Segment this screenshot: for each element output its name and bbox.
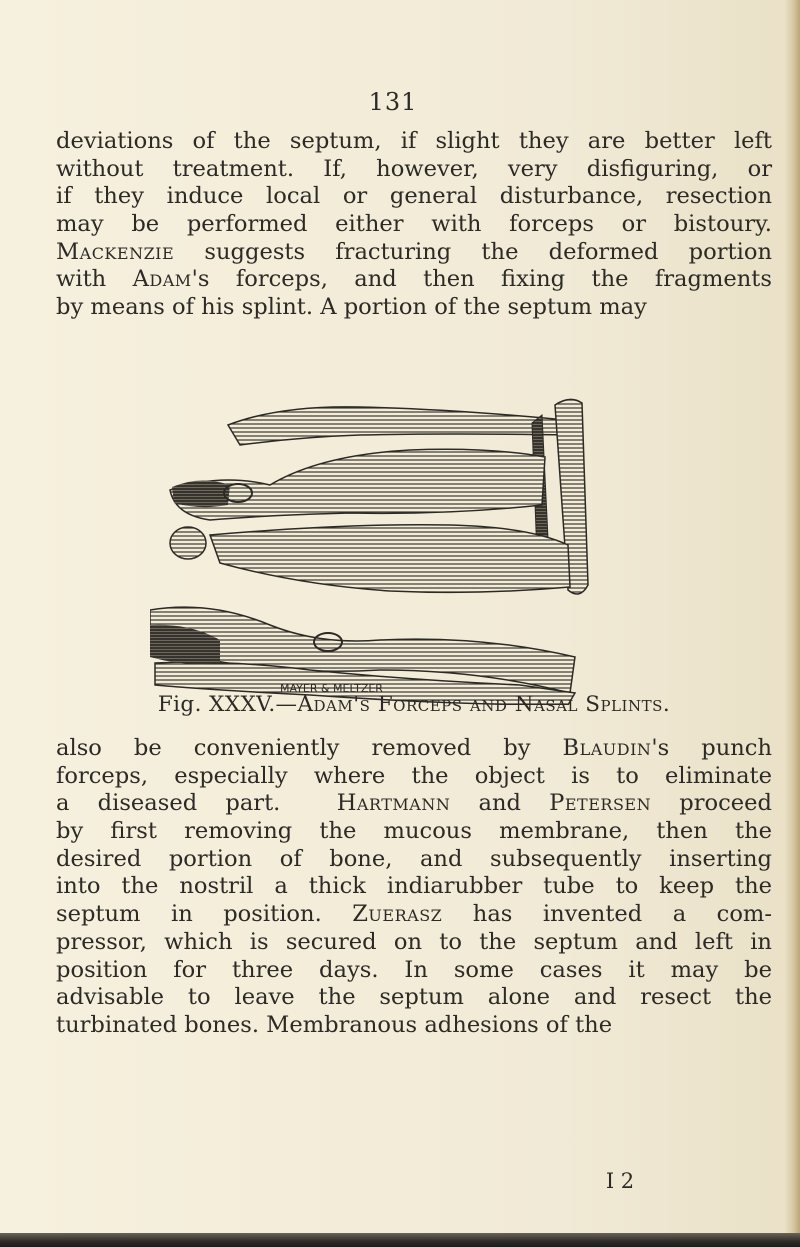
page-number: 131 <box>368 88 418 116</box>
text-line: position for three days. In some cases it may be <box>56 956 772 983</box>
author-name: Hartmann <box>336 790 451 817</box>
engraver-mark: MAYER & MELTZER <box>280 682 383 695</box>
text-line: septum in position. Zuerasz has invented a com- <box>56 901 772 928</box>
text-line: by means of his splint. A portion of the septum may <box>56 294 647 321</box>
text-line: advisable to leave the septum alone and resect the <box>56 984 772 1011</box>
forceps-drawing <box>150 395 620 705</box>
text-line: by first removing the mucous membrane, then the <box>56 818 772 845</box>
text-line: may be performed either with forceps or bistoury. <box>56 211 772 238</box>
figure-title: Adam's Forceps and Nasal Splints. <box>297 692 671 717</box>
figure-label: Fig. XXXV.— <box>157 692 298 717</box>
paragraph-bottom <box>56 735 772 1040</box>
text-line: if they induce local or general disturbance, resection <box>56 183 772 210</box>
author-name: Adam <box>132 266 192 293</box>
middle-splint <box>170 449 570 592</box>
text-line: into the nostril a thick indiarubber tube to keep the <box>56 873 772 900</box>
text-line: also be conveniently removed by Blaudin's punch <box>56 735 773 761</box>
text-line: without treatment. If, however, very disfiguring, or <box>56 155 772 182</box>
figure-caption <box>56 692 772 717</box>
text-line: desired portion of bone, and subsequently inserting <box>56 845 772 872</box>
text-line: Mackenzie suggests fracturing the deformed portion <box>56 238 772 265</box>
author-name: Petersen <box>549 790 652 817</box>
text-line: with Adam's forceps, and then fixing the fragments <box>56 266 772 293</box>
author-name: Mackenzie <box>56 238 175 265</box>
page-edge-right <box>786 0 800 1247</box>
forceps-illustration <box>150 395 620 705</box>
author-name: Zuerasz <box>352 901 443 928</box>
author-name: Blaudin <box>562 735 652 761</box>
text-line: forceps, especially where the object is to eliminate <box>56 762 772 789</box>
text-line: turbinated bones. Membranous adhesions of the <box>56 1011 613 1038</box>
page-edge-bottom <box>0 1233 800 1247</box>
text-line: a diseased part. Hartmann and Petersen proceed <box>56 790 772 817</box>
text-line: deviations of the septum, if slight they are better left <box>56 128 772 154</box>
text-line: pressor, which is secured on to the septum and left in <box>56 928 772 955</box>
signature-mark: I 2 <box>605 1169 635 1193</box>
paragraph-top <box>56 128 772 322</box>
